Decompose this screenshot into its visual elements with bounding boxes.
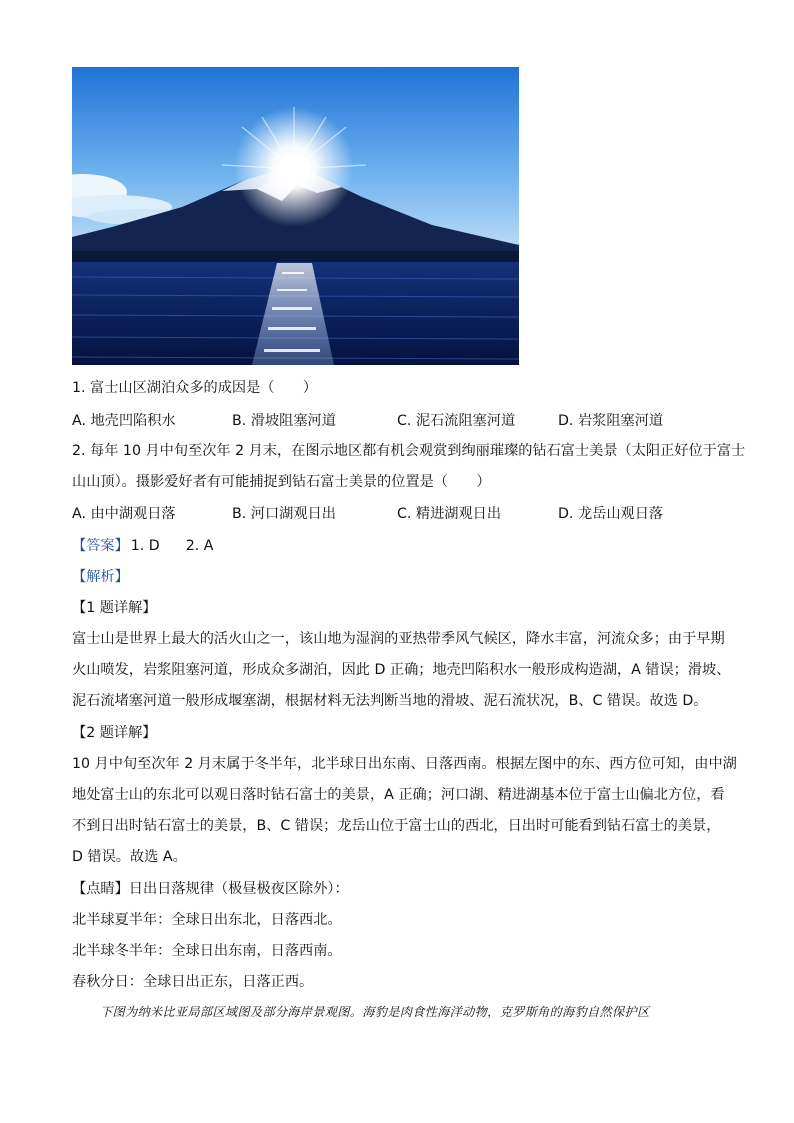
- detail-2-line-1: 10 月中旬至次年 2 月末属于冬半年，北半球日出东南、日落西南。根据左图中的东、西方位可知，由中湖: [72, 756, 737, 772]
- q1-option-d: D. 岩浆阻塞河道: [558, 413, 664, 429]
- detail-2-line-4: D 错误。故选 A。: [72, 849, 187, 865]
- answer-1: 1. D: [130, 538, 160, 554]
- detail-1-label: 【1 题详解】: [72, 600, 157, 616]
- answer-2: 2. A: [185, 538, 214, 554]
- mount-fuji-photo: [72, 67, 519, 365]
- detail-2-label: 【2 题详解】: [72, 725, 157, 741]
- next-material-intro: 下图为纳米比亚局部区域图及部分海岸景观图。海豹是肉食性海洋动物，克罗斯角的海豹自然保护区: [100, 1005, 650, 1019]
- mount-fuji-diamond-sunrise-photo-icon: [72, 67, 519, 365]
- q1-option-b: B. 滑坡阻塞河道: [232, 413, 336, 429]
- tip-line-2: 北半球冬半年：全球日出东南，日落西南。: [72, 943, 342, 959]
- tip-label: 【点睛】: [72, 881, 129, 897]
- tip-line-1: 北半球夏半年：全球日出东北，日落西北。: [72, 912, 342, 928]
- tip-heading: [72, 879, 349, 899]
- question-2-stem-line-2: 山山顶）。摄影爱好者有可能捕捉到钻石富士美景的位置是（ ）: [72, 474, 491, 490]
- q2-option-d: D. 龙岳山观日落: [558, 506, 664, 522]
- detail-1-line-2: 火山喷发，岩浆阻塞河道，形成众多湖泊，因此 D 正确；地壳凹陷积水一般形成构造湖，A 错误；滑坡、: [72, 662, 731, 678]
- q2-option-a: A. 由中湖观日落: [72, 506, 176, 522]
- detail-1-line-1: 富士山是世界上最大的活火山之一，该山地为湿润的亚热带季风气候区，降水丰富，河流众多；由于早期: [72, 631, 725, 647]
- detail-2-line-3: 不到日出时钻石富士的美景，B、C 错误；龙岳山位于富士山的西北，日出时可能看到钻石富士的美景，: [72, 818, 721, 834]
- answer-line: [72, 536, 214, 556]
- tip-title: 日出日落规律（极昼极夜区除外）：: [128, 881, 349, 897]
- detail-1-line-3: 泥石流堵塞河道一般形成堰塞湖，根据材料无法判断当地的滑坡、泥石流状况，B、C 错误。故选 D。: [72, 693, 708, 709]
- analysis-label: 【解析】: [72, 569, 129, 585]
- question-1-stem: 1. 富士山区湖泊众多的成因是（ ）: [72, 380, 318, 396]
- q2-option-c: C. 精进湖观日出: [397, 506, 502, 522]
- question-2-stem-line-1: 2. 每年 10 月中旬至次年 2 月末，在图示地区都有机会观赏到绚丽璀璨的钻石富士美景（太阳正好位于富士: [72, 443, 746, 459]
- detail-2-line-2: 地处富士山的东北可以观日落时钻石富士的美景，A 正确；河口湖、精进湖基本位于富士山偏北方位，看: [72, 787, 725, 803]
- q1-option-a: A. 地壳凹陷积水: [72, 413, 176, 429]
- q1-option-c: C. 泥石流阻塞河道: [397, 413, 516, 429]
- answer-label: 【答案】: [72, 538, 129, 554]
- tip-line-3: 春秋分日：全球日出正东，日落正西。: [72, 974, 314, 990]
- q2-option-b: B. 河口湖观日出: [232, 506, 336, 522]
